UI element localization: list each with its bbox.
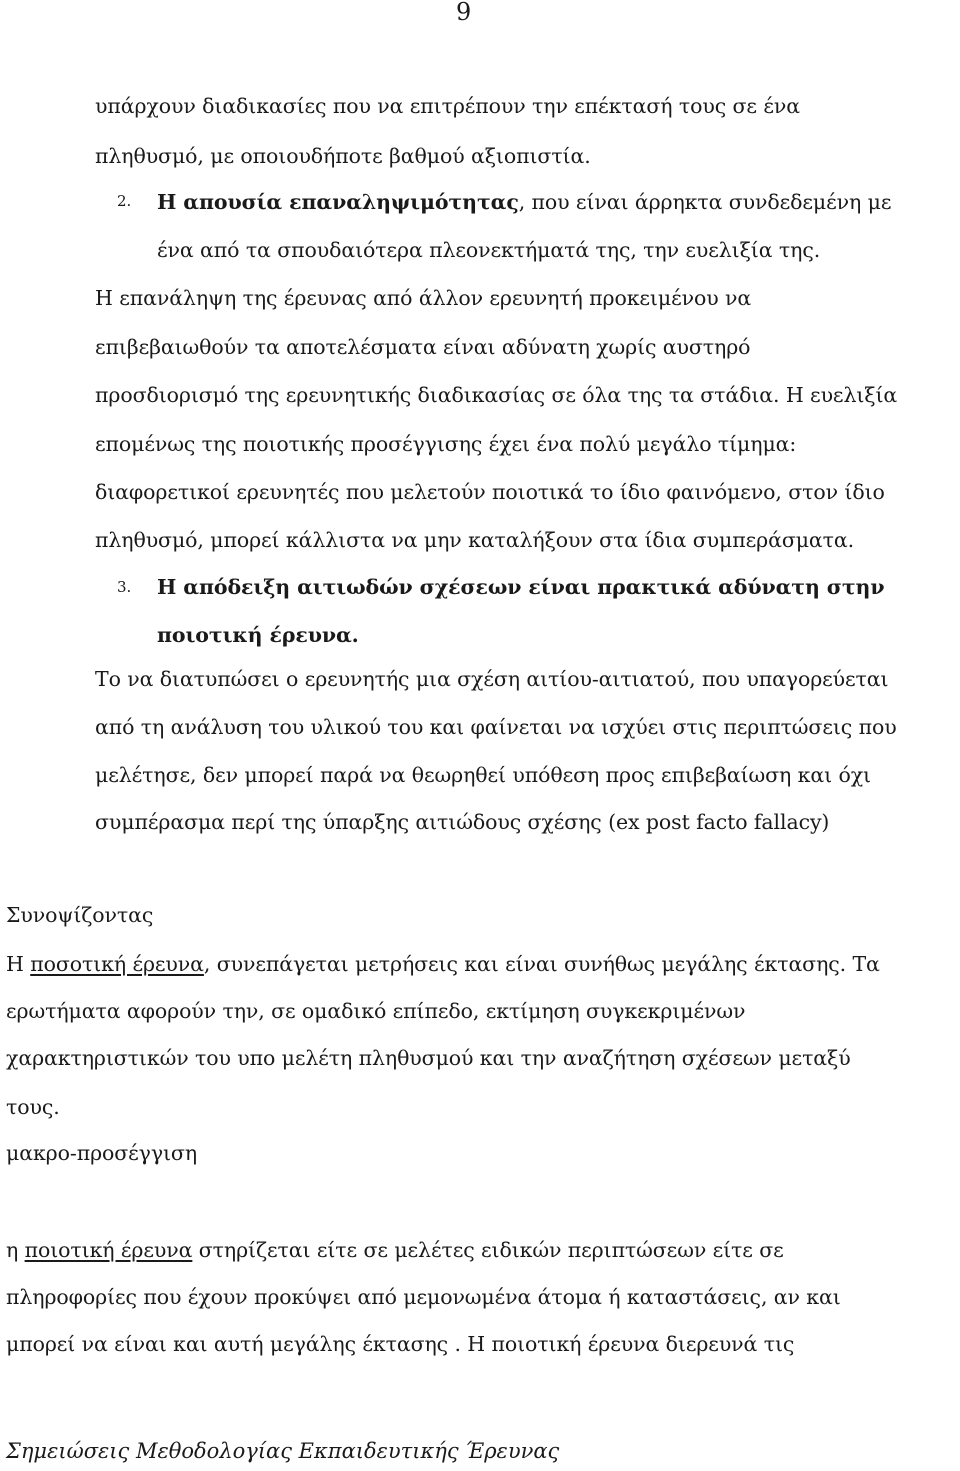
text-line: πληθυσμό, με οποιουδήποτε βαθμού αξιοπιστία. bbox=[95, 144, 591, 168]
text-line: μπορεί να είναι και αυτή μεγάλης έκτασης . Η ποιοτική έρευνα διερευνά τις bbox=[6, 1332, 795, 1356]
page-footer: Σημειώσεις Μεθοδολογίας Εκπαιδευτικής Έρευνας bbox=[6, 1439, 560, 1463]
text-line: συμπέρασμα περί της ύπαρξης αιτιώδους σχέσης (ex post facto fallacy) bbox=[95, 810, 830, 834]
text-line bbox=[6, 1236, 784, 1264]
section-heading: Συνοψίζοντας bbox=[6, 903, 154, 927]
text-line: από τη ανάλυση του υλικού του και φαίνεται να ισχύει στις περιπτώσεις που bbox=[95, 715, 897, 739]
text-line: επομένως της ποιοτικής προσέγγισης έχει ένα πολύ μεγάλο τίμημα: bbox=[95, 432, 797, 456]
text-line: ένα από τα σπουδαιότερα πλεονεκτήματά της, την ευελιξία της. bbox=[157, 238, 821, 262]
text-line: υπάρχουν διαδικασίες που να επιτρέπουν την επέκτασή τους σε ένα bbox=[95, 94, 800, 118]
list-number: 2. bbox=[117, 192, 132, 210]
bold-phrase: ποιοτική έρευνα. bbox=[157, 623, 359, 647]
text-line: μακρο-προσέγγιση bbox=[6, 1141, 197, 1165]
text-run: στηρίζεται είτε σε μελέτες ειδικών περιπτώσεων είτε σε bbox=[192, 1238, 784, 1262]
text-run: , που είναι άρρηκτα συνδεδεμένη με bbox=[518, 190, 892, 214]
text-line: διαφορετικοί ερευνητές που μελετούν ποιοτικά το ίδιο φαινόμενο, στον ίδιο bbox=[95, 480, 885, 504]
underlined-term: ποιοτική έρευνα bbox=[24, 1238, 193, 1262]
text-line: επιβεβαιωθούν τα αποτελέσματα είναι αδύνατη χωρίς αυστηρό bbox=[95, 335, 751, 359]
text-line: μελέτησε, δεν μπορεί παρά να θεωρηθεί υπόθεση προς επιβεβαίωση και όχι bbox=[95, 763, 871, 787]
text-line: ερωτήματα αφορούν την, σε ομαδικό επίπεδο, εκτίμηση συγκεκριμένων bbox=[6, 999, 746, 1023]
list-item-text bbox=[157, 188, 891, 216]
page-number: 9 bbox=[456, 0, 472, 26]
text-line: Το να διατυπώσει ο ερευνητής μια σχέση αιτίου-αιτιατού, που υπαγορεύεται bbox=[95, 667, 889, 691]
text-line: Η επανάληψη της έρευνας από άλλον ερευνητή προκειμένου να bbox=[95, 286, 752, 310]
text-line: προσδιορισμό της ερευνητικής διαδικασίας σε όλα της τα στάδια. Η ευελιξία bbox=[95, 383, 898, 407]
list-number: 3. bbox=[117, 578, 132, 596]
text-line: χαρακτηριστικών του υπο μελέτη πληθυσμού και την αναζήτηση σχέσεων μεταξύ bbox=[6, 1046, 851, 1070]
text-line bbox=[6, 950, 880, 978]
text-run: η bbox=[6, 1238, 25, 1262]
text-run: Η bbox=[6, 952, 31, 976]
text-line: τους. bbox=[6, 1095, 60, 1119]
text-line: πληροφορίες που έχουν προκύψει από μεμονωμένα άτομα ή καταστάσεις, αν και bbox=[6, 1285, 841, 1309]
bold-phrase: Η απόδειξη αιτιωδών σχέσεων είναι πρακτικά αδύνατη στην bbox=[157, 575, 885, 599]
text-run: , συνεπάγεται μετρήσεις και είναι συνήθως μεγάλης έκτασης. Τα bbox=[203, 952, 880, 976]
bold-phrase: Η απουσία επαναληψιμότητας bbox=[157, 190, 519, 214]
underlined-term: ποσοτική έρευνα bbox=[30, 952, 204, 976]
text-line: πληθυσμό, μπορεί κάλλιστα να μην καταλήξουν στα ίδια συμπεράσματα. bbox=[95, 528, 855, 552]
